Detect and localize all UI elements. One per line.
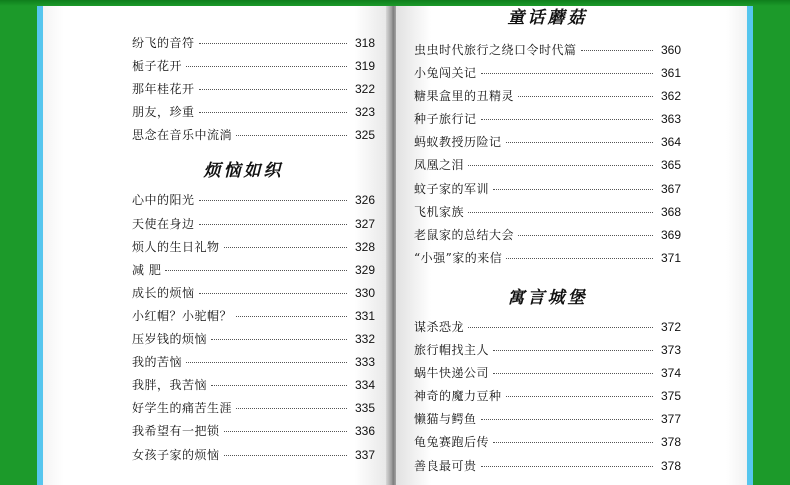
toc-group-3 <box>414 41 681 272</box>
dot-leader <box>165 270 347 271</box>
dot-leader <box>506 258 653 259</box>
toc-entry-title: 朋友，珍重 <box>132 105 195 120</box>
toc-entry <box>414 226 681 249</box>
dot-leader <box>211 339 347 340</box>
dot-leader <box>493 350 653 351</box>
toc-entry <box>414 87 681 110</box>
toc-entry-page: 337 <box>354 447 375 462</box>
toc-entry-title: 我希望有一把锁 <box>132 424 220 439</box>
toc-entry <box>414 364 681 387</box>
dot-leader <box>468 165 653 166</box>
toc-entry-title: 糖果盒里的丑精灵 <box>414 89 515 104</box>
dot-leader <box>224 455 347 456</box>
toc-entry <box>132 80 375 103</box>
toc-entry-title: 小红帽？小驼帽？ <box>132 308 233 323</box>
toc-entry-page: 364 <box>660 135 681 150</box>
toc-entry <box>414 433 681 456</box>
toc-entry-title: 蚊子家的军训 <box>414 181 490 196</box>
toc-entry-page: 372 <box>660 319 681 334</box>
toc-entry <box>132 422 375 445</box>
dot-leader <box>518 96 653 97</box>
toc-entry-page: 361 <box>660 66 681 81</box>
dot-leader <box>493 442 653 443</box>
toc-entry <box>414 387 681 410</box>
dot-leader <box>481 466 653 467</box>
dot-leader <box>468 212 653 213</box>
toc-entry <box>132 57 375 80</box>
toc-entry <box>414 457 681 480</box>
dot-leader <box>186 362 347 363</box>
toc-entry-page: 374 <box>660 366 681 381</box>
toc-entry-title: 懒猫与鳄鱼 <box>414 412 477 427</box>
open-book <box>37 6 753 485</box>
toc-entry-title: 旅行帽找主人 <box>414 343 490 358</box>
section-title: 烦恼如织 <box>203 161 284 182</box>
toc-entry-page: 336 <box>354 424 375 439</box>
toc-entry-title: 蚂蚁教授历险记 <box>414 135 502 150</box>
toc-entry-title: 种子旅行记 <box>414 112 477 127</box>
toc-entry-page: 369 <box>660 227 681 242</box>
dot-leader <box>493 373 653 374</box>
toc-entry-title: 老鼠家的总结大会 <box>414 227 515 242</box>
toc-entry-page: 323 <box>354 105 375 120</box>
toc-entry <box>414 249 681 272</box>
dot-leader <box>468 327 653 328</box>
toc-entry-page: 329 <box>354 262 375 277</box>
toc-entry-page: 334 <box>354 378 375 393</box>
toc-entry <box>414 203 681 226</box>
toc-entry-title: 心中的阳光 <box>132 193 195 208</box>
toc-entry-title: 减 肥 <box>132 262 162 277</box>
toc-entry-page: 363 <box>660 112 681 127</box>
toc-entry-title: 女孩子家的烦恼 <box>132 447 220 462</box>
toc-entry-title: 蜗牛快递公司 <box>414 366 490 381</box>
dot-leader <box>199 43 347 44</box>
dot-leader <box>481 119 653 120</box>
right-page <box>396 6 747 485</box>
toc-entry <box>132 353 375 376</box>
toc-entry-page: 362 <box>660 89 681 104</box>
toc-entry <box>132 284 375 307</box>
toc-entry <box>132 126 375 149</box>
dot-leader <box>224 247 347 248</box>
toc-entry <box>414 133 681 156</box>
dot-leader <box>199 293 347 294</box>
toc-entry-page: 365 <box>660 158 681 173</box>
section-title: 寓言城堡 <box>507 287 588 308</box>
toc-entry-page: 322 <box>354 82 375 97</box>
toc-entry <box>132 103 375 126</box>
toc-entry-page: 375 <box>660 389 681 404</box>
section-title: 童话蘑菇 <box>507 8 588 28</box>
toc-entry-page: 330 <box>354 285 375 300</box>
toc-entry <box>132 376 375 399</box>
toc-entry-page: 319 <box>354 59 375 74</box>
toc-entry-title: 栀子花开 <box>132 59 183 74</box>
dot-leader <box>581 50 653 51</box>
toc-entry-page: 318 <box>354 36 375 50</box>
toc-entry <box>414 64 681 87</box>
toc-entry <box>132 215 375 238</box>
toc-entry-title: 谋杀恐龙 <box>414 319 465 334</box>
toc-entry <box>132 34 375 57</box>
toc-entry-title: 烦人的生日礼物 <box>132 239 220 254</box>
toc-entry <box>132 399 375 422</box>
toc-entry <box>414 180 681 203</box>
toc-entry <box>414 318 681 341</box>
toc-entry-title: 纷飞的音符 <box>132 36 195 50</box>
toc-entry-page: 328 <box>354 239 375 254</box>
toc-entry-title: 思念在音乐中流淌 <box>132 128 233 143</box>
toc-entry-page: 371 <box>660 250 681 265</box>
dot-leader <box>211 385 347 386</box>
toc-entry-title: “小强”家的来信 <box>414 250 503 265</box>
toc-entry-page: 333 <box>354 355 375 370</box>
toc-entry-title: 我的苦恼 <box>132 355 183 370</box>
toc-entry-page: 377 <box>660 412 681 427</box>
toc-entry-page: 325 <box>354 128 375 143</box>
dot-leader <box>199 112 347 113</box>
dot-leader <box>481 73 653 74</box>
toc-entry-page: 335 <box>354 401 375 416</box>
toc-entry-page: 378 <box>660 458 681 473</box>
toc-entry-page: 378 <box>660 435 681 450</box>
toc-entry-title: 天使在身边 <box>132 216 195 231</box>
left-page <box>43 6 389 485</box>
toc-group-2 <box>132 191 375 468</box>
dot-leader <box>236 135 347 136</box>
toc-entry <box>414 410 681 433</box>
dot-leader <box>236 316 347 317</box>
toc-entry <box>414 41 681 64</box>
toc-entry-title: 善良最可贵 <box>414 458 477 473</box>
dot-leader <box>224 431 347 432</box>
toc-entry <box>414 110 681 133</box>
toc-entry-title: 虫虫时代旅行之绕口令时代篇 <box>414 43 577 57</box>
toc-entry <box>414 341 681 364</box>
toc-entry <box>414 156 681 179</box>
dot-leader <box>199 200 347 201</box>
toc-entry <box>132 330 375 353</box>
toc-entry-page: 332 <box>354 332 375 347</box>
toc-entry-page: 326 <box>354 193 375 208</box>
toc-entry-page: 331 <box>354 308 375 323</box>
toc-entry-title: 神奇的魔力豆种 <box>414 389 502 404</box>
toc-entry-title: 飞机家族 <box>414 204 465 219</box>
dot-leader <box>199 224 347 225</box>
dot-leader <box>506 396 653 397</box>
toc-group-1 <box>132 34 375 149</box>
toc-entry-title: 小兔闯关记 <box>414 66 477 81</box>
dot-leader <box>199 89 347 90</box>
toc-group-4 <box>414 318 681 480</box>
toc-entry-title: 成长的烦恼 <box>132 285 195 300</box>
dot-leader <box>506 142 653 143</box>
toc-entry-title: 压岁钱的烦恼 <box>132 332 208 347</box>
toc-entry-page: 367 <box>660 181 681 196</box>
dot-leader <box>481 419 653 420</box>
dot-leader <box>186 66 347 67</box>
toc-entry <box>132 191 375 214</box>
toc-entry-page: 360 <box>660 43 681 57</box>
toc-entry-title: 好学生的痛苦生涯 <box>132 401 233 416</box>
toc-entry-title: 凤凰之泪 <box>414 158 465 173</box>
toc-entry-title: 我胖，我苦恼 <box>132 378 208 393</box>
dot-leader <box>518 235 653 236</box>
toc-entry-page: 368 <box>660 204 681 219</box>
toc-entry <box>132 307 375 330</box>
dot-leader <box>236 408 347 409</box>
toc-entry-title: 那年桂花开 <box>132 82 195 97</box>
toc-entry-title: 龟兔赛跑后传 <box>414 435 490 450</box>
toc-entry <box>132 238 375 261</box>
toc-entry <box>132 446 375 469</box>
toc-entry-page: 373 <box>660 343 681 358</box>
toc-entry-page: 327 <box>354 216 375 231</box>
toc-entry <box>132 261 375 284</box>
dot-leader <box>493 189 653 190</box>
